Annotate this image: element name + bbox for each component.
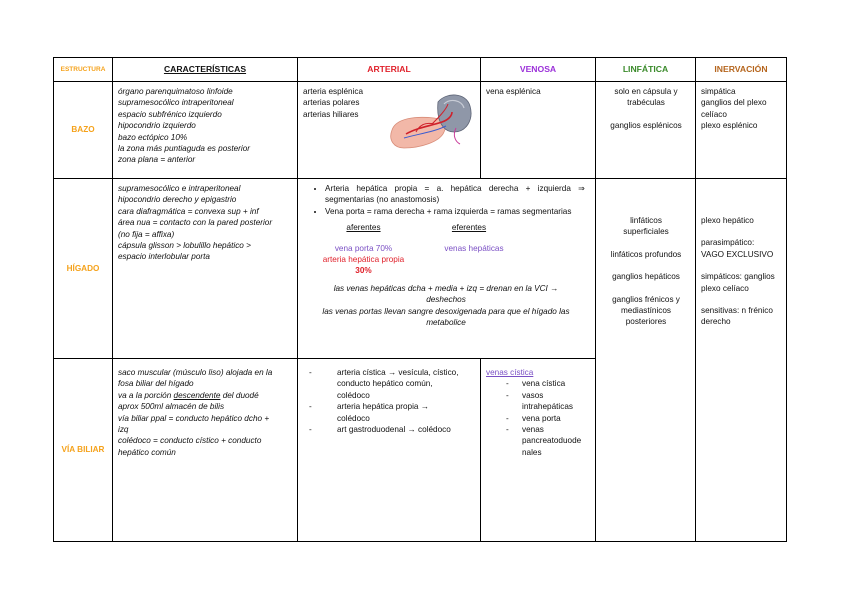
higado-caracteristicas xyxy=(113,179,298,359)
higado-inerv-line: sensitivas: n frénico xyxy=(701,306,773,316)
vb-arterial-text: arteria hepática propia → xyxy=(337,402,429,412)
vb-arterial-item xyxy=(307,401,476,424)
vb-venosa-item xyxy=(486,413,591,424)
higado-linf-line: linfáticos profundos xyxy=(610,249,682,259)
vb-arterial-list xyxy=(303,367,476,435)
bazo-inervacion xyxy=(696,82,787,179)
higado-linf-line: superficiales xyxy=(623,227,669,237)
higado-nota-1: las venas hepáticas dcha + media + izq = drenan en la VCI → xyxy=(333,283,559,293)
vb-carac-line: aprox 500ml almacén de bilis xyxy=(118,402,225,412)
bazo-arterial-line: arterias hiliares xyxy=(303,109,359,119)
vb-carac-line: saco muscular (músculo liso) alojada en la xyxy=(118,368,273,377)
higado-carac-line: espacio interlobular porta xyxy=(118,252,210,262)
bazo-inerv-line: plexo esplénico xyxy=(701,121,758,131)
bazo-arterial xyxy=(298,82,481,179)
header-row xyxy=(54,58,787,82)
header-inervacion: INERVACIÓN xyxy=(696,58,787,82)
vb-carac-line xyxy=(118,390,293,401)
higado-vena-porta: vena porta 70% xyxy=(334,243,393,253)
higado-linf-line: posteriores xyxy=(625,317,667,327)
vb-venosa-item xyxy=(486,390,591,413)
higado-carac-line: supramesocólico e intraperitoneal xyxy=(118,184,241,193)
higado-arteria-pct: 30% xyxy=(355,266,372,276)
header-caracteristicas: CARACTERÍSTICAS xyxy=(113,58,298,82)
vb-arterial-text: colédoco xyxy=(337,390,370,400)
higado-inerv-line: derecho xyxy=(701,317,731,327)
higado-nota-2: las venas portas llevan sangre desoxigenada para que el hígado las xyxy=(322,306,570,316)
bazo-arterial-line: arterias polares xyxy=(303,98,360,108)
vb-arterial-item xyxy=(307,424,476,435)
higado-venas-hepaticas: venas hepáticas xyxy=(444,243,504,253)
higado-aferentes: aferentes xyxy=(346,223,381,233)
bazo-inerv-line: ganglios del plexo xyxy=(701,98,767,108)
higado-afer-efer-row xyxy=(303,222,589,233)
bazo-venosa: vena esplénica xyxy=(481,82,596,179)
spleen-pancreas-illustration-icon xyxy=(386,88,474,154)
vb-arterial-text: colédoco xyxy=(337,413,370,423)
bazo-linfatica xyxy=(596,82,696,179)
higado-bullet: • Arteria hepática propia = a. hepática derecha + izquierda ⇒ segmentarias (no anastomosis) xyxy=(325,183,585,206)
higado-linf-line: mediastínicos xyxy=(620,306,672,316)
higado-linfatica xyxy=(596,179,696,542)
vb-carac-line: colédoco = conducto cístico + conducto xyxy=(118,436,262,446)
higado-linf-line: linfáticos xyxy=(630,216,662,225)
higado-carac-line: área nua = contacto con la pared posterior xyxy=(118,218,273,228)
vb-venosa-text: vasos xyxy=(522,390,544,400)
vb-carac-line: vía biliar ppal = conducto hepático dcho + xyxy=(118,413,270,423)
bazo-linf-line: ganglios esplénicos xyxy=(610,120,682,130)
vb-venosa-text: venas xyxy=(522,425,544,435)
bazo-carac-line: bazo ectópico 10% xyxy=(118,132,188,142)
header-estructura: ESTRUCTURA xyxy=(54,58,113,82)
bazo-carac-line: hipocondrio izquierdo xyxy=(118,121,196,131)
higado-inerv-line: plexo celíaco xyxy=(701,283,749,293)
higado-inerv-line: plexo hepático xyxy=(701,216,754,225)
higado-vascular xyxy=(298,179,596,359)
higado-arteria-hepatica: arteria hepática propia xyxy=(322,255,405,265)
bazo-carac-line: espacio subfrénico izquierdo xyxy=(118,109,222,119)
higado-inerv-line: VAGO EXCLUSIVO xyxy=(701,249,774,259)
vb-venosa-text: nales xyxy=(522,447,542,457)
higado-carac-line: cara diafragmática = convexa sup + inf xyxy=(118,206,259,216)
bazo-arterial-line: arteria esplénica xyxy=(303,87,364,96)
vb-venosa-title: venas cística xyxy=(486,368,534,377)
vb-venosa-text: vena porta xyxy=(522,413,561,423)
bazo-linf-line: solo en cápsula y xyxy=(614,87,678,96)
bazo-carac-line: supramesocólico intraperitoneal xyxy=(118,98,234,108)
bazo-linf-line: trabéculas xyxy=(627,98,665,108)
vb-venosa-item xyxy=(486,424,591,458)
higado-bullet-list xyxy=(303,183,585,217)
vb-venosa-text: intrahepáticas xyxy=(522,402,573,412)
higado-linf-line: ganglios hepáticos xyxy=(612,272,680,282)
row-label-higado: HÍGADO xyxy=(54,179,113,359)
bazo-carac-line: órgano parenquimatoso linfoide xyxy=(118,87,233,96)
anatomy-table xyxy=(53,57,787,542)
higado-linf-line: ganglios frénicos y xyxy=(612,294,680,304)
row-bazo xyxy=(54,82,787,179)
vb-carac-part: va a la porción xyxy=(118,390,174,400)
higado-carac-line: (no fija = affixa) xyxy=(118,229,175,239)
bazo-inerv-line: celíaco xyxy=(701,109,727,119)
bazo-inerv-line: simpática xyxy=(701,87,736,96)
vb-arterial-text: conducto hepático común, xyxy=(337,379,433,389)
bazo-carac-line: zona plana = anterior xyxy=(118,155,196,165)
row-higado xyxy=(54,179,787,359)
row-label-via-biliar: VÍA BILIAR xyxy=(54,359,113,542)
higado-bullet: • Vena porta = rama derecha + rama izquierda = ramas segmentarias xyxy=(325,206,585,217)
vb-venosa-text: pancreatoduode xyxy=(522,436,582,446)
vb-carac-line: fosa biliar del hígado xyxy=(118,379,194,389)
higado-carac-line: cápsula glisson > lobulillo hepático > xyxy=(118,241,251,251)
higado-inerv-line: simpáticos: ganglios xyxy=(701,272,775,282)
higado-venas-row xyxy=(303,243,589,254)
bazo-carac-line: la zona más puntiaguda es posterior xyxy=(118,144,250,154)
vb-carac-line: hepático común xyxy=(118,447,176,457)
via-biliar-venosa xyxy=(481,359,596,542)
vb-venosa-list xyxy=(486,378,591,458)
higado-inerv-line: parasimpático: xyxy=(701,238,755,248)
higado-nota-1b: deshechos xyxy=(426,295,466,305)
vb-carac-descendente: descendente xyxy=(173,390,221,400)
vb-venosa-item xyxy=(486,378,591,389)
vb-venosa-text: vena cística xyxy=(522,379,566,389)
row-label-bazo: BAZO xyxy=(54,82,113,179)
header-venosa: VENOSA xyxy=(481,58,596,82)
vb-arterial-text: arteria cística → vesícula, cístico, xyxy=(337,368,459,377)
vb-carac-part: del duodé xyxy=(220,390,259,400)
via-biliar-arterial xyxy=(298,359,481,542)
higado-inervacion xyxy=(696,179,787,542)
higado-eferentes: eferentes xyxy=(451,223,487,233)
header-linfatica: LINFÁTICA xyxy=(596,58,696,82)
header-arterial: ARTERIAL xyxy=(298,58,481,82)
bazo-caracteristicas xyxy=(113,82,298,179)
vb-arterial-text: art gastroduodenal → colédoco xyxy=(337,425,451,435)
vb-arterial-item xyxy=(307,367,476,401)
via-biliar-caracteristicas xyxy=(113,359,298,542)
higado-carac-line: hipocondrio derecho y epigastrio xyxy=(118,195,237,205)
vb-carac-line: izq xyxy=(118,425,129,435)
higado-nota-2b: metabolice xyxy=(426,318,466,328)
